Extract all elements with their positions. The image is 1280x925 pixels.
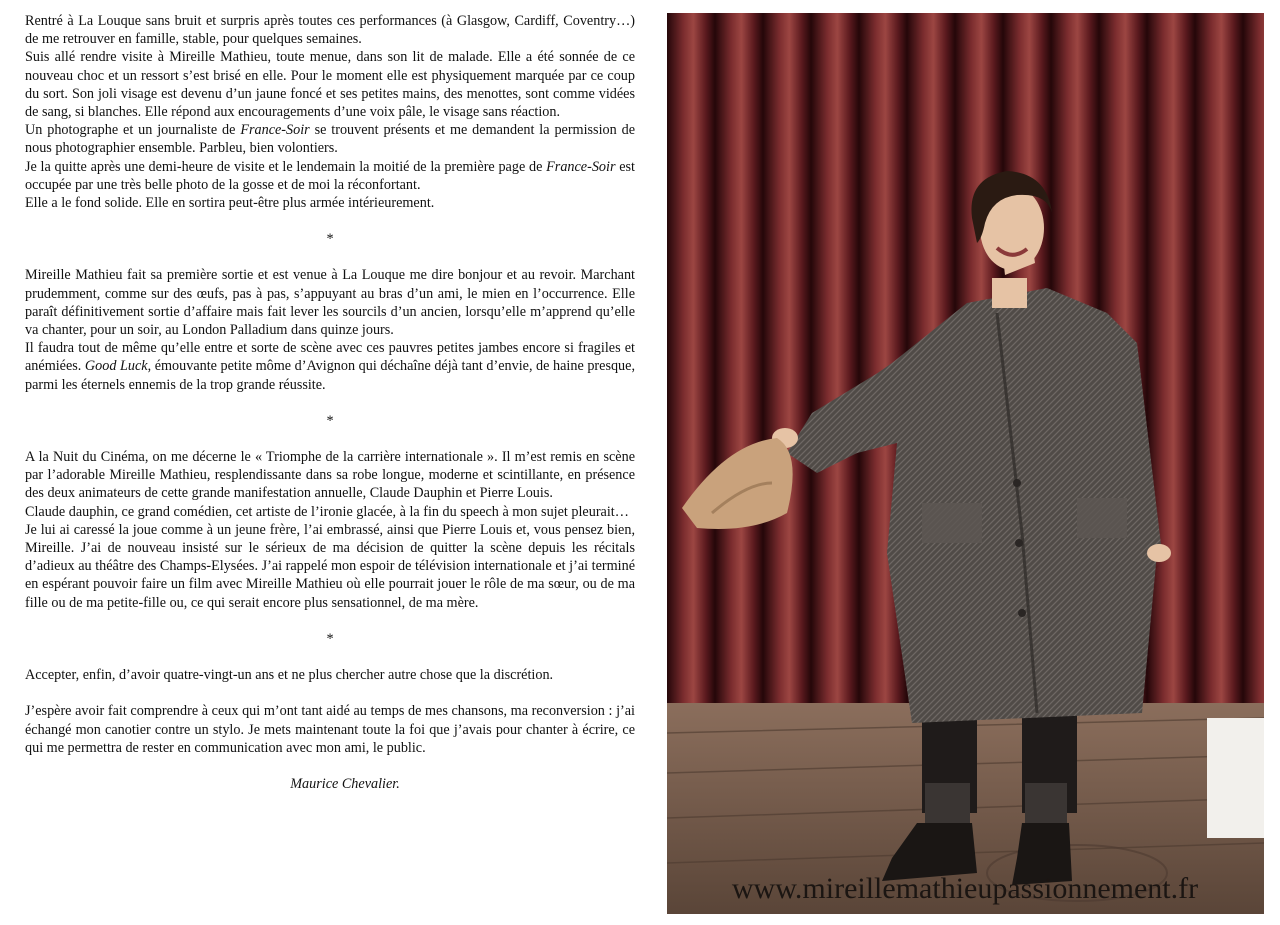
signature: Maurice Chevalier. <box>290 775 400 792</box>
paragraph <box>25 158 635 194</box>
stage-box <box>1207 718 1264 838</box>
text-run: Un photographe et un journaliste de <box>25 122 241 139</box>
text-run: Rentré à La Louque sans bruit et surpris après toutes ces performances (à Glasgow, Cardiff, Coventry…) de me retrouver en famille, stable, pour quelques semaines. <box>25 13 635 48</box>
paragraph <box>25 48 635 121</box>
section-separator: * <box>326 231 334 248</box>
paragraph-gap <box>25 684 635 702</box>
text-run: A la Nuit du Cinéma, on me décerne le « Triomphe de la carrière internationale ». Il m’est remis en scène par l’adorable Mireille Mathieu, resplendissante dans sa robe longue, moderne et scintillante, en présence des deux animateurs de cette grande manifestation annuelle, Claude Dauphin et Pierre Louis. <box>25 449 635 502</box>
paragraph <box>25 339 635 394</box>
stage-scene <box>667 13 1264 914</box>
paragraph <box>25 503 635 521</box>
text-run: Accepter, enfin, d’avoir quatre-vingt-un ans et ne plus chercher autre chose que la discrétion. <box>25 667 554 684</box>
section-separator: * <box>326 630 334 647</box>
paragraph <box>25 521 635 612</box>
italic-title: France-Soir <box>240 122 310 139</box>
section-separator: * <box>326 412 334 429</box>
paragraph <box>25 194 635 212</box>
paragraph <box>25 121 635 157</box>
paragraph <box>25 702 635 757</box>
text-run: Elle a le fond solide. Elle en sortira peut-être plus armée intérieurement. <box>25 195 435 212</box>
text-run: est occupée par une très belle photo de la gosse et de moi la réconfortant. <box>25 158 635 193</box>
paragraph <box>25 666 635 684</box>
text-run: se trouvent présents et me demandent la permission de nous photographier ensemble. Parbleu, bien volontiers. <box>25 122 635 157</box>
text-run: Claude dauphin, ce grand comédien, cet artiste de l’ironie glacée, à la fin du speech à mon sujet pleurait… <box>25 503 629 520</box>
text-run: Mireille Mathieu fait sa première sortie et est venue à La Louque me dire bonjour et au revoir. Marchant prudemment, comme sur des œufs, pas à pas, s’appuyant au bras d’un ami, le mien en l’occurrence. Elle paraît définitivement sortie d’affaire mais fait lever les sourcils d’un ancien, lorsqu’elle m’apprend qu’elle va chanter, pour un soir, au London Palladium dans quinze jours. <box>25 267 635 339</box>
italic-title: Good Luck <box>84 358 148 375</box>
italic-title: France-Soir <box>546 158 616 175</box>
paragraph <box>25 12 635 48</box>
text-run: Je la quitte après une demi-heure de visite et le lendemain la moitié de la première page de <box>25 158 547 175</box>
text-run: , émouvante petite môme d’Avignon qui déchaîne déjà tant d’envie, de haine presque, parmi les éternels ennemis de la trop grande réussite. <box>25 358 635 393</box>
text-run: Je lui ai caressé la joue comme à un jeune frère, l’ai embrassé, ainsi que Pierre Louis et, vous pensez bien, Mireille. J’ai de nouveau insisté sur le sérieux de ma décision de quitter la scène depuis les récitals d’adieux au théâtre des Champs-Elysées. J’ai rappelé mon espoir de télévision internationale et j’ai terminé en espérant pouvoir faire un film avec Mireille Mathieu où elle pourrait jouer le rôle de ma sœur, ou de ma fille ou de ma petite-fille ou, ce qui serait encore plus sensationnel, de ma mère. <box>25 521 635 611</box>
watermark: www.mireillemathieupassionnement.fr <box>731 872 1199 905</box>
text-run: Il faudra tout de même qu’elle entre et sorte de scène avec ces pauvres petites jambes encore si fragiles et anémiées. <box>25 340 635 375</box>
performer-photo <box>667 13 1264 914</box>
paragraph <box>25 266 635 339</box>
text-run: J’espère avoir fait comprendre à ceux qui m’ont tant aidé au temps de mes chansons, ma reconversion : j’ai échangé mon canotier contre un stylo. Je mets maintenant toute la foi que j’avais pour chanter à écrire, ce qui me permettra de rester en communication avec mon ami, le public. <box>25 703 635 756</box>
paragraph <box>25 448 635 503</box>
text-run: Suis allé rendre visite à Mireille Mathieu, toute menue, dans son lit de malade. Elle a été sonnée de ce nouveau choc et un ressort s’est brisé en elle. Pour le moment elle est physiquement marquée par ce coup du sort. Son joli visage est devenu d’un jaune foncé et ses petites mains, des menottes, sont comme vidées de sang, si blanches. Elle répond aux encouragements d’une voix pâle, le visage sans réaction. <box>25 49 635 121</box>
article-text <box>25 12 635 793</box>
